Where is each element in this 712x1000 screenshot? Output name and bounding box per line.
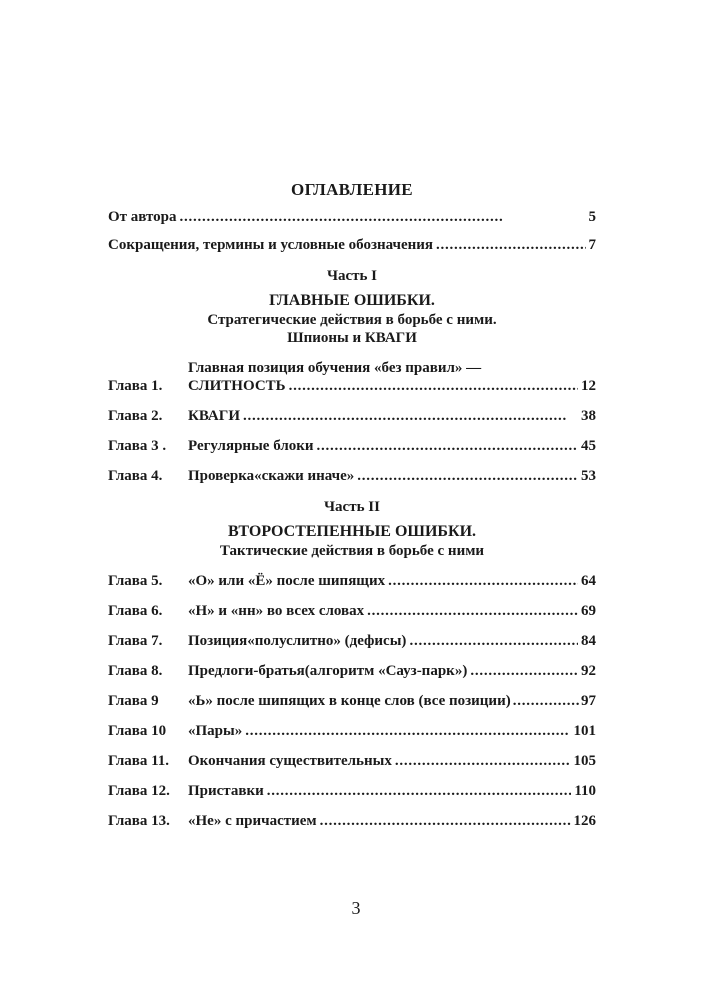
dot-leader bbox=[245, 722, 570, 740]
dot-leader bbox=[388, 572, 578, 590]
entry-title: Регулярные блоки bbox=[188, 438, 314, 454]
entry-page: 64 bbox=[581, 573, 596, 589]
chapter-number: Глава 10 bbox=[108, 723, 167, 739]
chapter-number: Глава 4. bbox=[108, 468, 163, 484]
toc-entry-chapter-6[interactable] bbox=[108, 602, 596, 620]
entry-page: 7 bbox=[588, 237, 596, 253]
toc-entry-chapter-8[interactable] bbox=[108, 662, 596, 680]
dot-leader bbox=[409, 632, 578, 650]
toc-title: ОГЛАВЛЕНИЕ bbox=[291, 180, 413, 199]
entry-page: 5 bbox=[588, 209, 596, 225]
entry-title: «О» или «Ё» после шипящих bbox=[188, 573, 386, 589]
entry-page: 92 bbox=[581, 663, 596, 679]
chapter-number: Глава 3 . bbox=[108, 438, 167, 454]
toc-entry-chapter-11[interactable] bbox=[108, 752, 596, 770]
dot-leader bbox=[289, 377, 578, 395]
entry-page: 84 bbox=[581, 633, 596, 649]
dot-leader bbox=[367, 602, 578, 620]
entry-page: 45 bbox=[581, 438, 596, 454]
dot-leader bbox=[267, 782, 572, 800]
entry-page: 69 bbox=[581, 603, 596, 619]
toc-entry-chapter-7[interactable] bbox=[108, 632, 596, 650]
dot-leader bbox=[357, 467, 578, 485]
toc-entry-author[interactable] bbox=[108, 208, 596, 226]
toc-entry-chapter-3[interactable] bbox=[108, 437, 596, 455]
entry-title: Окончания существительных bbox=[188, 753, 392, 769]
toc-entry-chapter-10[interactable] bbox=[108, 722, 596, 740]
entry-title: «Не» с причастием bbox=[188, 813, 317, 829]
dot-leader bbox=[243, 407, 578, 425]
entry-page: 38 bbox=[581, 408, 596, 424]
chapter-number: Глава 12. bbox=[108, 783, 170, 799]
toc-entry-chapter-12[interactable] bbox=[108, 782, 596, 800]
toc-entry-chapter-2[interactable] bbox=[108, 407, 596, 425]
part2-label: Часть II bbox=[324, 499, 380, 515]
entry-page: 101 bbox=[573, 723, 596, 739]
chapter-number: Глава 13. bbox=[108, 813, 170, 829]
part1-title: ГЛАВНЫЕ ОШИБКИ. bbox=[269, 292, 435, 309]
chapter-number: Глава 9 bbox=[108, 693, 159, 709]
page-number: 3 bbox=[351, 898, 361, 918]
chapter-number: Глава 11. bbox=[108, 753, 170, 769]
part2-title: ВТОРОСТЕПЕННЫЕ ОШИБКИ. bbox=[227, 523, 477, 540]
dot-leader bbox=[470, 662, 578, 680]
entry-page: 126 bbox=[573, 813, 596, 829]
chapter-number: Глава 2. bbox=[108, 408, 163, 424]
entry-title: «Пары» bbox=[188, 723, 243, 739]
part1-subtitle-2: Шпионы и КВАГИ bbox=[287, 330, 417, 346]
chapter-number: Глава 8. bbox=[108, 663, 163, 679]
toc-entry-abbreviations[interactable] bbox=[108, 236, 596, 254]
toc-entry-chapter-1[interactable] bbox=[108, 359, 596, 395]
entry-page: 53 bbox=[581, 468, 596, 484]
chapter-number: Глава 6. bbox=[108, 603, 163, 619]
entry-title: От автора bbox=[108, 209, 177, 225]
part1-chapters bbox=[108, 359, 596, 485]
entry-title: «Н» и «нн» во всех словах bbox=[188, 603, 365, 619]
dot-leader bbox=[180, 208, 586, 226]
entry-title-line1: Главная позиция обучения «без правил» — bbox=[188, 360, 482, 376]
entry-title: Приставки bbox=[188, 783, 264, 799]
toc-entry-chapter-13[interactable] bbox=[108, 812, 596, 830]
entry-title: КВАГИ bbox=[188, 408, 240, 424]
chapter-number: Глава 1. bbox=[108, 378, 163, 394]
toc-entry-chapter-9[interactable] bbox=[108, 692, 596, 710]
entry-title: «Ь» после шипящих в конце слов (все позиции) bbox=[188, 693, 511, 709]
entry-title: Позиция«полуслитно» (дефисы) bbox=[188, 633, 407, 649]
toc-entry-chapter-4[interactable] bbox=[108, 467, 596, 485]
entry-page: 97 bbox=[581, 693, 596, 709]
entry-page: 12 bbox=[581, 378, 596, 394]
part1-label: Часть I bbox=[326, 268, 378, 284]
dot-leader bbox=[395, 752, 571, 770]
chapter-number: Глава 5. bbox=[108, 573, 163, 589]
entry-title: Предлоги-братья(алгоритм «Сауз-парк») bbox=[188, 663, 468, 679]
dot-leader bbox=[436, 236, 585, 254]
entry-title: Проверка«скажи иначе» bbox=[188, 468, 355, 484]
dot-leader bbox=[513, 692, 579, 710]
part1-subtitle: Стратегические действия в борьбе с ними. bbox=[207, 312, 497, 328]
chapter-number: Глава 7. bbox=[108, 633, 163, 649]
toc-entry-chapter-5[interactable] bbox=[108, 572, 596, 590]
part2-chapters bbox=[108, 572, 596, 830]
dot-leader bbox=[320, 812, 571, 830]
part2-subtitle: Тактические действия в борьбе с ними bbox=[219, 543, 485, 559]
table-of-contents bbox=[108, 180, 596, 842]
entry-title: Сокращения, термины и условные обозначения bbox=[108, 237, 434, 253]
entry-page: 110 bbox=[574, 783, 596, 799]
entry-page: 105 bbox=[573, 753, 596, 769]
dot-leader bbox=[317, 437, 578, 455]
entry-title: СЛИТНОСТЬ bbox=[188, 378, 286, 394]
